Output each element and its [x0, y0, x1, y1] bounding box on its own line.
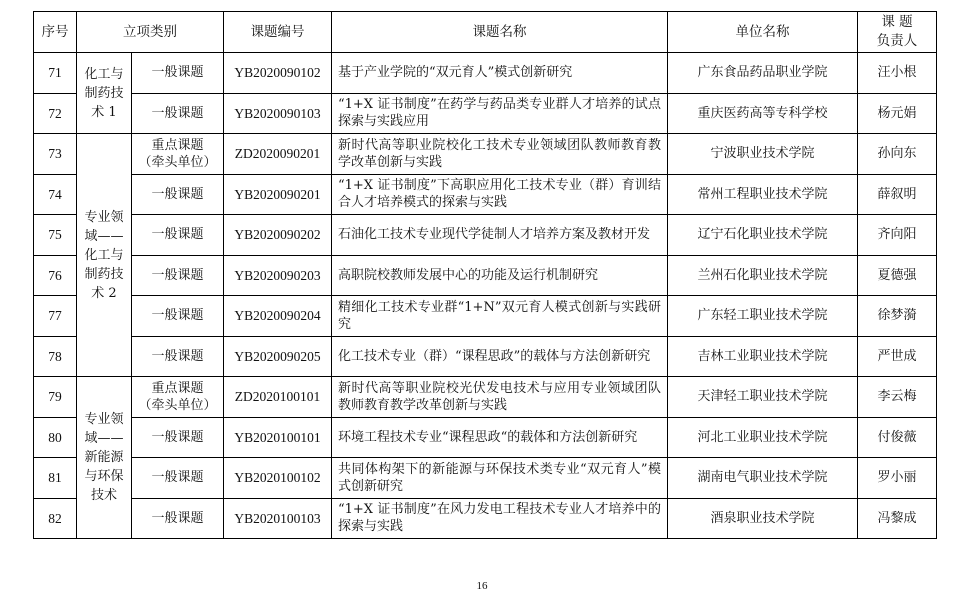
row-code: YB2020090202	[224, 215, 332, 256]
row-name: 新时代高等职业院校光伏发电技术与应用专业领域团队教师教育教学改革创新与实践	[332, 377, 668, 418]
header-seq: 序号	[34, 12, 77, 53]
row-name: 化工技术专业（群）“课程思政”的载体与方法创新研究	[332, 336, 668, 377]
row-code: ZD2020090201	[224, 134, 332, 175]
row-type: 一般课题	[132, 296, 224, 337]
row-person: 孙向东	[858, 134, 937, 175]
row-person: 罗小丽	[858, 458, 937, 499]
table-row	[34, 377, 937, 418]
row-type: 一般课题	[132, 498, 224, 539]
row-code: YB2020090203	[224, 255, 332, 296]
row-unit: 兰州石化职业技术学院	[668, 255, 858, 296]
category-group-cell: 化工与 制药技 术 1	[77, 53, 132, 134]
row-seq: 72	[34, 93, 77, 134]
row-person: 杨元娟	[858, 93, 937, 134]
row-unit: 广东轻工职业技术学院	[668, 296, 858, 337]
row-code: YB2020100103	[224, 498, 332, 539]
row-person: 严世成	[858, 336, 937, 377]
row-name: “1+X 证书制度”下高职应用化工技术专业（群）育训结合人才培养模式的探索与实践	[332, 174, 668, 215]
row-unit: 湖南电气职业技术学院	[668, 458, 858, 499]
table-row	[34, 417, 937, 458]
row-unit: 吉林工业职业技术学院	[668, 336, 858, 377]
row-name: 新时代高等职业院校化工技术专业领域团队教师教育教学改革创新与实践	[332, 134, 668, 175]
row-seq: 79	[34, 377, 77, 418]
row-name: 共同体构架下的新能源与环保技术类专业“双元育人”模式创新研究	[332, 458, 668, 499]
row-type: 重点课题 （牵头单位）	[132, 377, 224, 418]
row-unit: 酒泉职业技术学院	[668, 498, 858, 539]
row-code: YB2020090204	[224, 296, 332, 337]
table-row	[34, 174, 937, 215]
project-table	[33, 11, 937, 539]
row-type: 一般课题	[132, 458, 224, 499]
header-name: 课题名称	[332, 12, 668, 53]
row-type: 一般课题	[132, 417, 224, 458]
header-category: 立项类别	[77, 12, 224, 53]
row-code: YB2020090205	[224, 336, 332, 377]
table-row	[34, 134, 937, 175]
table-row	[34, 53, 937, 94]
row-type: 一般课题	[132, 255, 224, 296]
table-body	[34, 53, 937, 539]
row-seq: 80	[34, 417, 77, 458]
row-seq: 75	[34, 215, 77, 256]
row-code: YB2020090102	[224, 53, 332, 94]
row-seq: 76	[34, 255, 77, 296]
row-code: YB2020090201	[224, 174, 332, 215]
row-seq: 73	[34, 134, 77, 175]
header-code: 课题编号	[224, 12, 332, 53]
row-type: 一般课题	[132, 53, 224, 94]
table-row	[34, 458, 937, 499]
row-unit: 天津轻工职业技术学院	[668, 377, 858, 418]
header-person: 课 题 负责人	[858, 12, 937, 53]
row-unit: 广东食品药品职业学院	[668, 53, 858, 94]
row-unit: 重庆医药高等专科学校	[668, 93, 858, 134]
row-seq: 77	[34, 296, 77, 337]
row-person: 李云梅	[858, 377, 937, 418]
row-seq: 74	[34, 174, 77, 215]
row-name: “1+X 证书制度”在风力发电工程技术专业人才培养中的探索与实践	[332, 498, 668, 539]
row-name: 高职院校教师发展中心的功能及运行机制研究	[332, 255, 668, 296]
row-type: 一般课题	[132, 336, 224, 377]
row-unit: 河北工业职业技术学院	[668, 417, 858, 458]
row-seq: 78	[34, 336, 77, 377]
row-type: 重点课题 （牵头单位）	[132, 134, 224, 175]
row-type: 一般课题	[132, 93, 224, 134]
row-name: 环境工程技术专业“课程思政“的载体和方法创新研究	[332, 417, 668, 458]
row-name: 基于产业学院的“双元育人”模式创新研究	[332, 53, 668, 94]
row-name: 精细化工技术专业群“1+N”双元育人模式创新与实践研究	[332, 296, 668, 337]
row-code: ZD2020100101	[224, 377, 332, 418]
row-type: 一般课题	[132, 215, 224, 256]
page-number: 16	[476, 580, 488, 592]
row-person: 夏德强	[858, 255, 937, 296]
table-row	[34, 93, 937, 134]
row-person: 齐向阳	[858, 215, 937, 256]
table-row	[34, 255, 937, 296]
row-seq: 81	[34, 458, 77, 499]
row-code: YB2020100101	[224, 417, 332, 458]
category-group-cell: 专业领 域—— 化工与 制药技 术 2	[77, 134, 132, 377]
row-person: 徐梦漪	[858, 296, 937, 337]
table-row	[34, 296, 937, 337]
table-row	[34, 215, 937, 256]
row-seq: 82	[34, 498, 77, 539]
table-row	[34, 498, 937, 539]
row-unit: 常州工程职业技术学院	[668, 174, 858, 215]
row-unit: 辽宁石化职业技术学院	[668, 215, 858, 256]
header-unit: 单位名称	[668, 12, 858, 53]
category-group-cell: 专业领 域—— 新能源 与环保 技术	[77, 377, 132, 539]
row-person: 付俊薇	[858, 417, 937, 458]
row-name: 石油化工技术专业现代学徒制人才培养方案及教材开发	[332, 215, 668, 256]
row-seq: 71	[34, 53, 77, 94]
row-person: 薛叙明	[858, 174, 937, 215]
row-unit: 宁波职业技术学院	[668, 134, 858, 175]
row-type: 一般课题	[132, 174, 224, 215]
row-code: YB2020090103	[224, 93, 332, 134]
row-person: 汪小根	[858, 53, 937, 94]
table-row	[34, 336, 937, 377]
row-person: 冯黎成	[858, 498, 937, 539]
header-row	[34, 12, 937, 53]
row-code: YB2020100102	[224, 458, 332, 499]
row-name: “1+X 证书制度”在药学与药品类专业群人才培养的试点探索与实践应用	[332, 93, 668, 134]
